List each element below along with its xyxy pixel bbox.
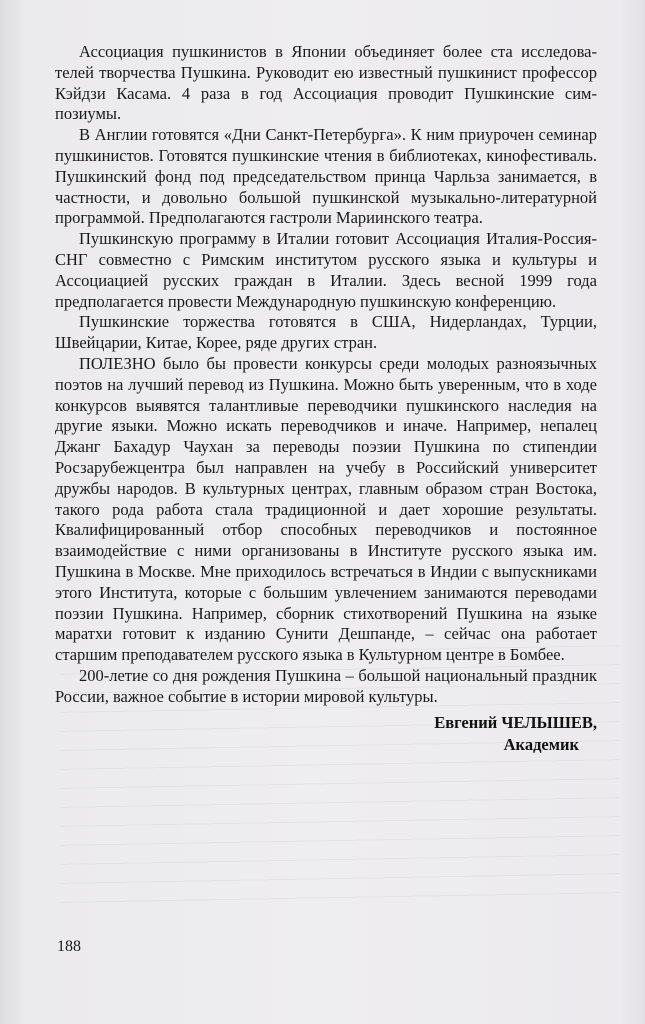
author-title: Академик: [503, 734, 579, 754]
article-body: [55, 42, 597, 756]
paragraph-england: В Англии готовятся «Дни Санкт-Петербурга». К ним приурочен семинар пушкинистов. Готовятся пушкинские чтения в библиотеках, кинофестиваль. Пушкинский фонд под председательством принца Чарльза занимается, в частности, и довольно большой пушкинской музыкально-литературной программой. Предполагаются гастроли Мариинского театра.: [55, 125, 597, 228]
paragraph-italy: Пушкинскую программу в Италии готовит Ассоциация Италия-Россия-СНГ совместно с Римским институтом русского языка и культуры и Ассоциацией русских граждан в Италии. Здесь весной 1999 года предполагается провести Международную пушкинскую конференцию.: [55, 229, 597, 311]
author-signature: [55, 712, 597, 756]
paragraph-other-countries: Пушкинские торжества готовятся в США, Нидерландах, Турции, Швейцарии, Китае, Корее, ряде других стран.: [55, 312, 597, 353]
author-name: Евгений ЧЕЛЫШЕВ,: [434, 712, 597, 732]
paragraph-translators: ПОЛЕЗНО было бы провести конкурсы среди молодых разноязычных поэтов на лучший перевод из Пушкина. Можно быть уверенным, что в ходе конкурсов выявятся талантливые переводчики пушкинского наследия на другие языки. Можно искать переводчиков и иначе. Например, непалец Джанг Бахадур Чаухан за переводы поэзии Пушкина по стипендии Росзарубежцентра был направлен на учебу в Российский университет дружбы народов. В культурных центрах, главным образом стран Востока, такого рода работа стала традиционной и дает хорошие результаты. Квалифицированный отбор способных переводчиков и постоянное взаимодействие с ними организованы в Институте русского языка им. Пушкина в Москве. Мне приходилось встречаться в Индии с выпускниками этого Института, которые с большим увлечением занимаются переводами поэзии Пушкина. Например, сборник стихотворений Пушкина на языке маратхи готовит к изданию Сунити Дешпанде, – сейчас она работает старшим преподавателем русского языка в Культурном центре в Бомбее.: [55, 353, 597, 665]
page-number: 188: [57, 938, 81, 955]
paragraph-japan: Ассоциация пушкинистов в Японии объединяет более ста исследователей творчества Пушкина. Руководит ею известный пушкинист профессор Кэйдзи Касама. 4 раза в год Ассоциация проводит Пушкинские симпозиумы.: [55, 42, 597, 124]
paragraph-anniversary: 200-летие со дня рождения Пушкина – большой национальный праздник России, важное событие в истории мировой культуры.: [55, 665, 597, 706]
